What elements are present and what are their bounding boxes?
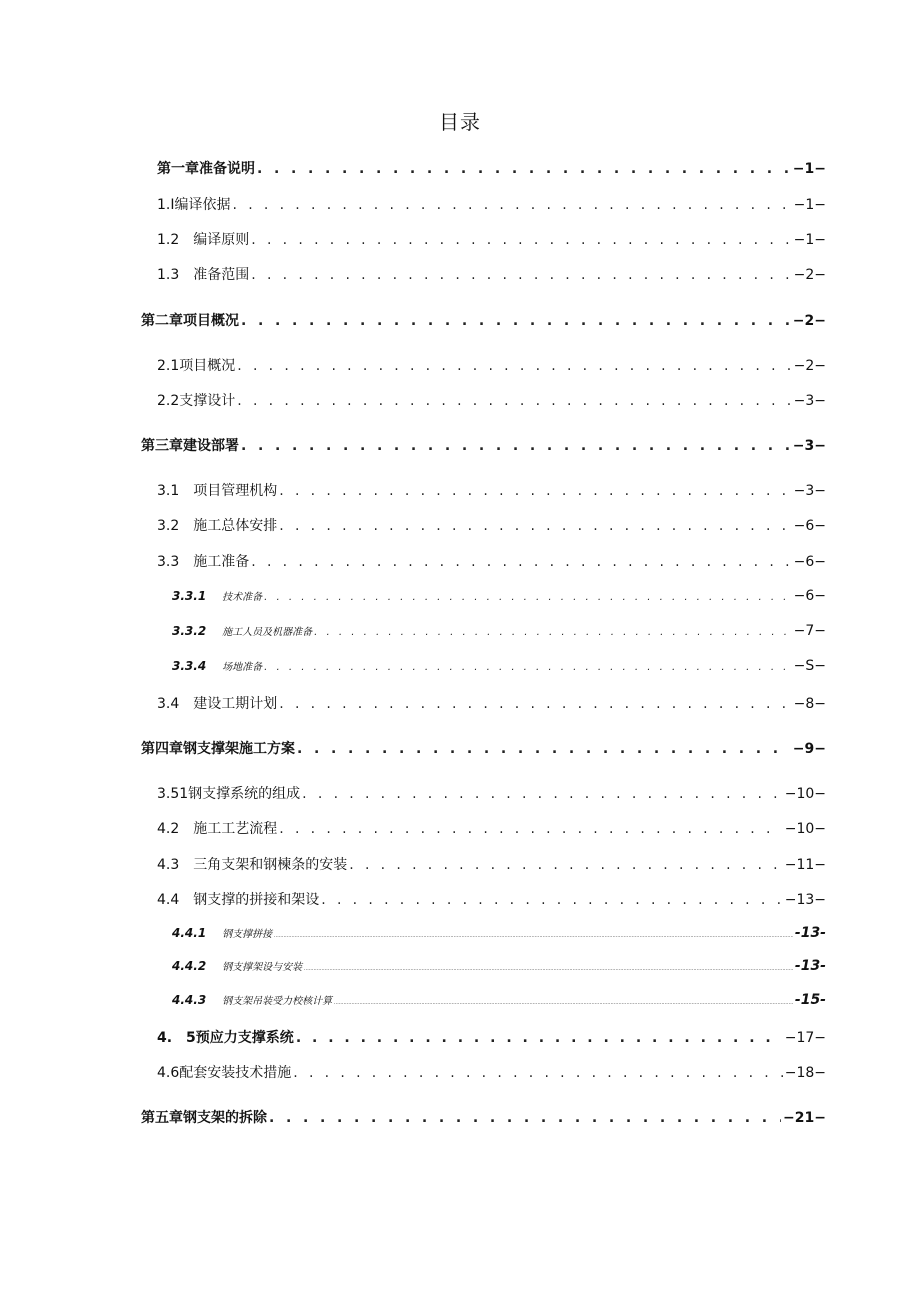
toc-leader bbox=[257, 161, 791, 177]
toc-entry-label: 3.2 施工总体安排 bbox=[157, 518, 278, 534]
toc-page-number: −7− bbox=[793, 623, 826, 639]
toc-page-number: −10− bbox=[784, 821, 826, 837]
toc-leader bbox=[314, 627, 791, 638]
toc-entry-label bbox=[172, 925, 272, 940]
toc-leader bbox=[279, 483, 791, 499]
toc-entry-3-4[interactable] bbox=[157, 693, 826, 713]
toc-leader bbox=[321, 892, 782, 908]
toc-page-number: −17− bbox=[784, 1030, 826, 1046]
toc-leader bbox=[233, 197, 792, 213]
toc-leader bbox=[251, 232, 791, 248]
toc-page-number: -13- bbox=[794, 925, 826, 941]
toc-entry-text: 场地准备 bbox=[222, 662, 263, 673]
toc-entry-chapter-3[interactable] bbox=[141, 435, 826, 455]
toc-page-number: −3− bbox=[792, 438, 826, 454]
toc-entry-label: 4.3 三角支架和钢楝条的安装 bbox=[157, 857, 348, 873]
toc-entry-1-1[interactable] bbox=[157, 194, 826, 214]
toc-entry-1-2[interactable] bbox=[157, 229, 826, 249]
toc-entry-label: 3.1 项目管理机构 bbox=[157, 483, 278, 499]
toc-entry-text: 钢支撑架设与安装 bbox=[222, 962, 303, 973]
toc-entry-4-5[interactable] bbox=[157, 1027, 826, 1047]
toc-entry-label: 4.2 施工工艺流程 bbox=[157, 821, 278, 837]
toc-entry-label bbox=[172, 958, 302, 973]
toc-entry-4-3[interactable] bbox=[157, 854, 826, 874]
toc-entry-label bbox=[172, 992, 332, 1007]
toc-page-number: −11− bbox=[784, 857, 826, 873]
toc-leader bbox=[241, 313, 791, 329]
toc-page-number: −10− bbox=[784, 786, 826, 802]
toc-leader bbox=[237, 358, 791, 374]
toc-leader bbox=[302, 786, 783, 802]
toc-entry-text: 钢支架吊装受力校核计算 bbox=[222, 996, 333, 1007]
toc-entry-label: 4.6配套安装技术措施 bbox=[157, 1065, 292, 1081]
toc-entry-4-4-2[interactable] bbox=[172, 958, 826, 974]
toc-leader bbox=[237, 393, 791, 409]
toc-entry-number: 3.3.1 bbox=[172, 589, 207, 603]
toc-entry-label: 1.Ⅰ编译依据 bbox=[157, 197, 231, 213]
toc-entry-label: 1.3 准备范围 bbox=[157, 267, 250, 283]
toc-leader bbox=[304, 962, 793, 973]
toc-page-number: −2− bbox=[793, 267, 826, 283]
toc-leader bbox=[279, 821, 782, 837]
toc-leader bbox=[296, 1030, 783, 1046]
toc-page-number: −S− bbox=[793, 658, 826, 674]
toc-page-number: −13− bbox=[784, 892, 826, 908]
toc-entry-text: 施工人员及机器准备 bbox=[222, 627, 313, 638]
toc-leader bbox=[251, 267, 791, 283]
toc-entry-number: 3.3.2 bbox=[172, 624, 207, 638]
toc-entry-label: 3.3 施工准备 bbox=[157, 554, 250, 570]
toc-entry-number: 4.4.1 bbox=[172, 926, 207, 940]
toc-page-number: −6− bbox=[793, 554, 826, 570]
toc-page-number: −2− bbox=[792, 313, 826, 329]
toc-page-number: −21− bbox=[783, 1110, 826, 1126]
toc-entry-3-3[interactable] bbox=[157, 551, 826, 571]
toc-entry-number: 3.3.4 bbox=[172, 659, 207, 673]
toc-entry-3-3-1[interactable] bbox=[172, 588, 826, 604]
toc-entry-chapter-4[interactable] bbox=[141, 738, 826, 758]
toc-entry-label bbox=[172, 588, 262, 603]
toc-leader bbox=[349, 857, 782, 873]
toc-entry-label: 1.2 编译原则 bbox=[157, 232, 250, 248]
toc-leader bbox=[334, 996, 793, 1007]
toc-page-number: −1− bbox=[793, 197, 826, 213]
toc-leader bbox=[264, 662, 791, 673]
toc-entry-4-2[interactable] bbox=[157, 818, 826, 838]
toc-entry-2-2[interactable] bbox=[157, 390, 826, 410]
toc-entry-3-3-4[interactable] bbox=[172, 658, 826, 674]
toc-page-number: −1− bbox=[793, 232, 826, 248]
toc-entry-2-1[interactable] bbox=[157, 355, 826, 375]
toc-entry-label: 4. 5预应力支撑系统 bbox=[157, 1030, 294, 1046]
toc-leader bbox=[293, 1065, 782, 1081]
toc-page-number: −6− bbox=[793, 518, 826, 534]
toc-entry-label: 第三章建设部署 bbox=[141, 438, 239, 454]
toc-entry-number: 4.4.2 bbox=[172, 959, 207, 973]
toc-entry-label: 2.2支撑设计 bbox=[157, 393, 236, 409]
toc-leader bbox=[251, 554, 791, 570]
toc-entry-label: 第二章项目概况 bbox=[141, 313, 239, 329]
toc-entry-3-3-2[interactable] bbox=[172, 623, 826, 639]
toc-entry-chapter-2[interactable] bbox=[141, 310, 826, 330]
toc-page-number: -15- bbox=[794, 992, 826, 1008]
toc-entry-label: 第五章钢支架的拆除 bbox=[141, 1110, 267, 1126]
toc-entry-3-51[interactable] bbox=[157, 783, 826, 803]
toc-leader bbox=[241, 438, 791, 454]
toc-entry-label: 3.51钢支撑系统的组成 bbox=[157, 786, 301, 802]
toc-page-number: −1− bbox=[792, 161, 826, 177]
toc-page-number: −3− bbox=[793, 483, 826, 499]
toc-entry-number: 4.4.3 bbox=[172, 993, 207, 1007]
toc-leader bbox=[274, 929, 793, 940]
toc-entry-label: 第四章钢支撑架施工方案 bbox=[141, 741, 295, 757]
toc-page-number: −2− bbox=[793, 358, 826, 374]
toc-entry-label: 2.1项目概况 bbox=[157, 358, 236, 374]
toc-leader bbox=[279, 518, 791, 534]
toc-entry-4-6[interactable] bbox=[157, 1062, 826, 1082]
toc-entry-1-3[interactable] bbox=[157, 264, 826, 284]
toc-page-number: −3− bbox=[793, 393, 826, 409]
toc-entry-label: 4.4 钢支撑的拼接和架设 bbox=[157, 892, 320, 908]
toc-entry-4-4[interactable] bbox=[157, 889, 826, 909]
toc-entry-3-1[interactable] bbox=[157, 480, 826, 500]
toc-leader bbox=[264, 592, 791, 603]
toc-entry-text: 技术准备 bbox=[222, 592, 263, 603]
toc-entry-label bbox=[172, 658, 262, 673]
toc-page-number: −18− bbox=[784, 1065, 826, 1081]
toc-entry-text: 钢支撑拼接 bbox=[222, 929, 273, 940]
toc-entry-chapter-1[interactable] bbox=[157, 158, 826, 178]
toc-page-number: −8− bbox=[793, 696, 826, 712]
toc-leader bbox=[269, 1110, 781, 1126]
toc-entry-label: 第一章准备说明 bbox=[157, 161, 255, 177]
toc-entry-label bbox=[172, 623, 312, 638]
toc-entry-chapter-5[interactable] bbox=[141, 1107, 826, 1127]
toc-entry-3-2[interactable] bbox=[157, 515, 826, 535]
toc-page-number: −6− bbox=[793, 588, 826, 604]
toc-page-number: −9− bbox=[792, 741, 826, 757]
toc-entry-4-4-3[interactable] bbox=[172, 992, 826, 1008]
toc-leader bbox=[297, 741, 791, 757]
toc-entry-4-4-1[interactable] bbox=[172, 925, 826, 941]
toc-page-number: -13- bbox=[794, 958, 826, 974]
toc-leader bbox=[279, 696, 791, 712]
toc-entry-label: 3.4 建设工期计划 bbox=[157, 696, 278, 712]
toc-title: 目录 bbox=[439, 110, 481, 134]
